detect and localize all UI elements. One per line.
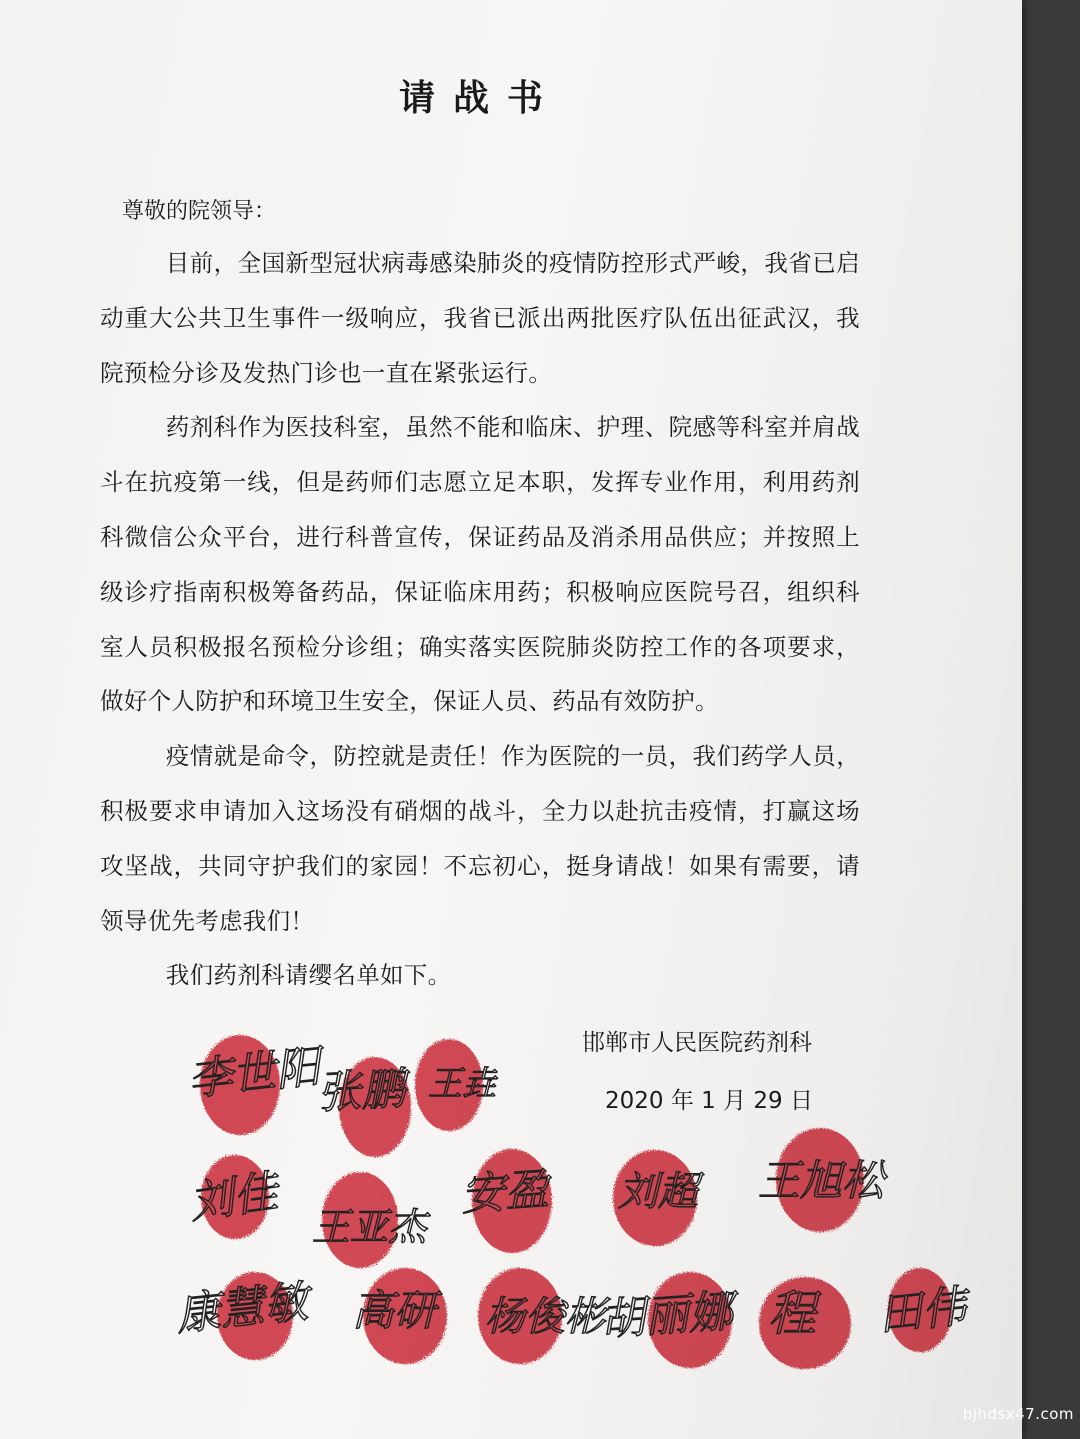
- signature-13: 程: [768, 1286, 817, 1342]
- signature-10: 高研: [352, 1286, 437, 1335]
- department-name: 邯郸市人民医院药剂科: [582, 1030, 812, 1056]
- signature-12: 胡丽娜: [599, 1285, 735, 1346]
- paragraph-request: 疫情就是命令，防控就是责任！作为医院的一员，我们药学人员，积极要求申请加入这场没有硝烟的战斗，全力以赴抗击疫情，打赢这场攻坚战，共同守护我们的家园！不忘初心，挺身请战！如果有需要，请领导优先考虑我们！: [100, 742, 860, 935]
- signature-14: 田伟: [875, 1281, 969, 1341]
- paragraph-department-role: 药剂科作为医技科室，虽然不能和临床、护理、院感等科室并肩战斗在抗疫第一线，但是药师们志愿立足本职，发挥专业作用，利用药剂科微信公众平台，进行科普宣传，保证药品及消杀用品供应；并按照上级诊疗指南积极筹备药品，保证临床用药；积极响应医院号召，组织科室人员积极报名预检分诊组；确实落实医院肺炎防控工作的各项要求，做好个人防护和环境卫生安全，保证人员、药品有效防护。: [100, 413, 860, 716]
- signature-4: 刘佳: [186, 1166, 281, 1229]
- signature-9: 康慧敏: [173, 1276, 311, 1341]
- document-title: 请战书: [398, 77, 561, 119]
- site-watermark: bjhdsx47.com: [962, 1405, 1074, 1423]
- document-date: 2020 年 1 月 29 日: [605, 1088, 813, 1114]
- signature-3: 王垚: [428, 1064, 496, 1104]
- signature-8: 王旭松: [758, 1156, 885, 1205]
- signature-1: 李世阳: [185, 1041, 323, 1106]
- paragraph-situation: 目前，全国新型冠状病毒感染肺炎的疫情防控形式严峻，我省已启动重大公共卫生事件一级响应，我省已派出两批医疗队伍出征武汉，我院预检分诊及发热门诊也一直在紧张运行。: [100, 249, 860, 387]
- signature-2: 张鹏: [315, 1063, 407, 1119]
- salutation: 尊敬的院领导：: [122, 199, 277, 224]
- paragraph-list-intro: 我们药剂科请缨名单如下。: [165, 961, 452, 990]
- signature-7: 刘超: [618, 1169, 698, 1215]
- signature-5: 王亚杰: [312, 1205, 427, 1249]
- signature-6: 安盈: [459, 1163, 551, 1221]
- signature-11: 杨俊彬: [485, 1294, 605, 1340]
